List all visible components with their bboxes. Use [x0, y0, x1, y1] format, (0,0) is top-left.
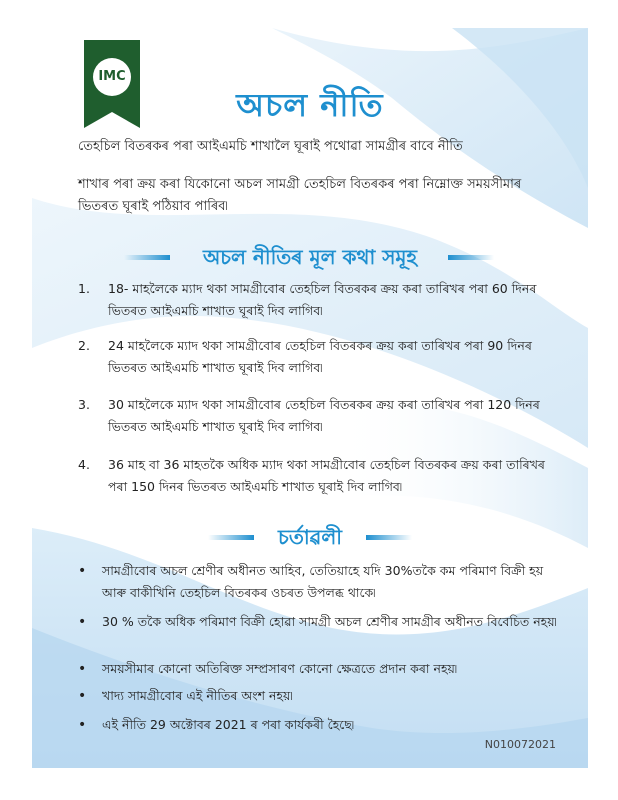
item-text: সামগ্ৰীবোৰ অচল শ্ৰেণীৰ অধীনত আহিব, তেতিয়াহে যদি 30%তকৈ কম পৰিমাণ বিক্ৰী হয় আৰু বাকীখিনি তেহচিল বিতৰকৰ ওচৰত উপলব্ধ থাকে৷ — [102, 563, 544, 600]
item-number: 3. — [78, 397, 90, 412]
item-text: এই নীতি 29 অক্টোবৰ 2021 ৰ পৰা কাৰ্যকৰী হৈছে৷ — [102, 717, 354, 732]
item-text: সময়সীমাৰ কোনো অতিৰিক্ত সম্প্ৰসাৰণ কোনো ক্ষেত্ৰতে প্ৰদান কৰা নহয়৷ — [102, 661, 457, 676]
item-number: 2. — [78, 338, 90, 353]
bullet-icon: • — [78, 563, 87, 579]
heading-bar-right — [366, 535, 412, 540]
section2-heading-text: চৰ্তাৱলী — [278, 525, 342, 549]
section2-heading — [32, 522, 588, 552]
heading-bar-right — [448, 255, 494, 260]
item-text: 30 মাহলৈকে ম্যাদ থকা সামগ্ৰীবোৰ তেহচিল বিতৰকৰ ক্ৰয় কৰা তাৰিখৰ পৰা 120 দিনৰ ভিতৰত আইএমচি শাখাত ঘূৰাই দিব লাগিব৷ — [108, 397, 540, 434]
policy-poster — [32, 28, 588, 768]
intro-line-2: শাখাৰ পৰা ক্ৰয় কৰা যিকোনো অচল সামগ্ৰী তেহচিল বিতৰকৰ পৰা নিম্নোক্ত সময়সীমাৰ ভিতৰত ঘূৰাই পঠিয়াব পাৰিব৷ — [78, 177, 522, 214]
bullet-icon: • — [78, 661, 87, 677]
item-text: 36 মাহ বা 36 মাহতকৈ অধিক ম্যাদ থকা সামগ্ৰীবোৰ তেহচিল বিতৰকৰ ক্ৰয় কৰা তাৰিখৰ পৰা 150 দিনৰ ভিতৰত আইএমচি শাখাত ঘূৰাই দিব লাগিব৷ — [108, 457, 545, 494]
item-text: খাদ্য সামগ্ৰীবোৰ এই নীতিৰ অংশ নহয়৷ — [102, 688, 293, 703]
item-text: 24 মাহলৈকে ম্যাদ থকা সামগ্ৰীবোৰ তেহচিল বিতৰকৰ ক্ৰয় কৰা তাৰিখৰ পৰা 90 দিনৰ ভিতৰত আইএমচি শাখাত ঘূৰাই দিব লাগিব৷ — [108, 338, 532, 375]
item-text: 18- মাহলৈকে ম্যাদ থকা সামগ্ৰীবোৰ তেহচিল বিতৰকৰ ক্ৰয় কৰা তাৰিখৰ পৰা 60 দিনৰ ভিতৰত আইএমচি শাখাত ঘূৰাই দিব লাগিব৷ — [108, 281, 537, 318]
item-text: 30 % তকৈ অধিক পৰিমাণ বিক্ৰী হোৱা সামগ্ৰী অচল শ্ৰেণীৰ সামগ্ৰীৰ অধীনত বিবেচিত নহয়৷ — [102, 614, 557, 629]
logo-text: IMC — [98, 69, 126, 84]
page-title: অচল নীতি — [236, 86, 384, 124]
item-number: 1. — [78, 281, 90, 296]
document-code: N010072021 — [484, 738, 556, 751]
bullet-icon: • — [78, 688, 87, 704]
section1-heading — [32, 242, 588, 272]
bullet-icon: • — [78, 717, 87, 733]
heading-bar-left — [208, 535, 254, 540]
bullet-icon: • — [78, 614, 87, 630]
section1-heading-text: অচল নীতিৰ মূল কথা সমূহ — [202, 245, 418, 269]
heading-bar-left — [124, 255, 170, 260]
item-number: 4. — [78, 457, 90, 472]
intro-line-1: তেহচিল বিতৰকৰ পৰা আইএমচি শাখালৈ ঘূৰাই পথোৱা সামগ্ৰীৰ বাবে নীতি — [78, 139, 463, 154]
